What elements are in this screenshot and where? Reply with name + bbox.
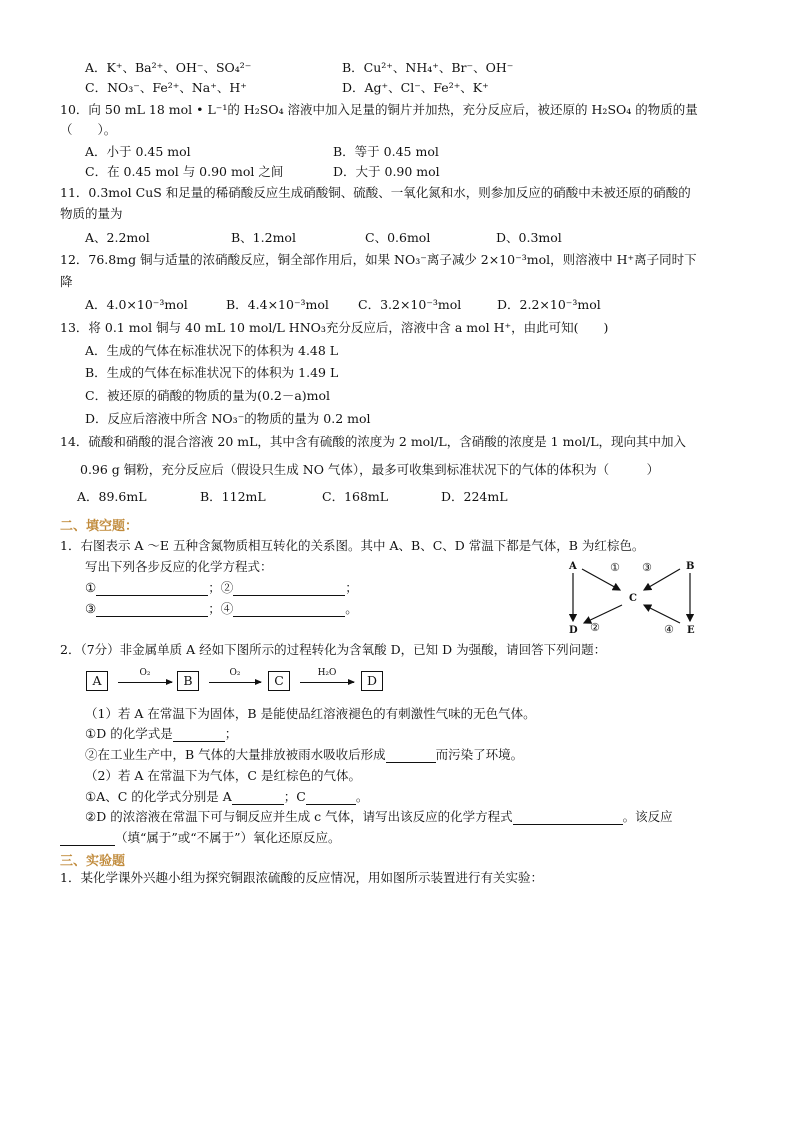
diagram-step-4: ④ xyxy=(664,623,674,636)
f2-part-1b-end: 而污染了环境。 xyxy=(435,747,524,762)
flow-arrow-2 xyxy=(209,682,261,683)
f2-blank-equation[interactable] xyxy=(513,811,623,825)
f1-period: 。 xyxy=(345,601,358,616)
f1-blank-3[interactable] xyxy=(96,603,208,617)
diagram-node-b: B xyxy=(686,561,695,572)
f1-answer-line-2 xyxy=(85,600,358,617)
flow-box-d: D xyxy=(361,671,383,691)
flow-arrow-2-label: O₂ xyxy=(229,668,241,678)
q12-option-c: C．3.2×10⁻³mol xyxy=(358,297,462,312)
q10-stem: 10．向 50 mL 18 mol • L⁻¹的 H₂SO₄ 溶液中加入足量的铜片并加热，充分反应后，被还原的 H₂SO₄ 的物质的量 xyxy=(60,102,698,117)
f1-blank-2[interactable] xyxy=(233,582,345,596)
section-3-title: 三、实验题 xyxy=(60,854,126,869)
f2-blank-acid-rain[interactable] xyxy=(386,749,436,763)
q12-stem: 12．76.8mg 铜与适量的浓硝酸反应，铜全部作用后，如果 NO₃⁻离子减少 2×10⁻³mol，则溶液中 H⁺离子同时下 xyxy=(60,252,697,267)
f2-part-2a xyxy=(85,788,368,805)
diagram-step-3: ③ xyxy=(642,561,652,574)
f2-part-2b-end: 。该反应 xyxy=(622,809,673,824)
f2-part-1b xyxy=(85,746,523,763)
flow-arrow-1-label: O₂ xyxy=(139,668,151,678)
f2-blank-d-formula[interactable] xyxy=(173,728,225,742)
f1-mark-3: ③ xyxy=(85,601,97,616)
flow-box-c: C xyxy=(268,671,290,691)
diagram-node-c: C xyxy=(629,593,637,604)
q10-option-c: C．在 0.45 mol 与 0.90 mol 之间 xyxy=(85,164,284,179)
q13-option-d: D．反应后溶液中所含 NO₃⁻的物质的量为 0.2 mol xyxy=(85,411,371,426)
f1-semi: ； xyxy=(345,580,358,595)
f2-part-2c-text: （填“属于”或“不属于”）氧化还原反应。 xyxy=(115,830,341,845)
flow-arrow-3 xyxy=(300,682,354,683)
q14-option-d: D．224mL xyxy=(441,489,508,504)
f1-mark-4: ；④ xyxy=(208,601,234,616)
flow-box-b: B xyxy=(177,671,199,691)
q9-option-b: B．Cu²⁺、NH₄⁺、Br⁻、OH⁻ xyxy=(342,60,514,75)
q14-stem-2: 0.96 g 铜粉，充分反应后（假设只生成 NO 气体），最多可收集到标准状况下的气体的体积为（ ） xyxy=(80,462,660,477)
flow-arrow-3-label: H₂O xyxy=(317,668,337,678)
q14-option-c: C．168mL xyxy=(322,489,389,504)
q13-option-c: C．被还原的硝酸的物质的量为(0.2－a)mol xyxy=(85,388,331,403)
f2-blank-c-formula[interactable] xyxy=(306,791,356,805)
q11-option-b: B、1.2mol xyxy=(231,230,296,245)
q10-option-a: A．小于 0.45 mol xyxy=(85,144,191,159)
q9-option-d: D．Ag⁺、Cl⁻、Fe²⁺、K⁺ xyxy=(342,80,489,95)
q9-option-a: A．K⁺、Ba²⁺、OH⁻、SO₄²⁻ xyxy=(85,60,252,75)
f2-part-1a xyxy=(85,725,237,742)
q13-option-b: B．生成的气体在标准状况下的体积为 1.49 L xyxy=(85,365,339,380)
f1-blank-4[interactable] xyxy=(233,603,345,617)
f2-part-1b-text: ②在工业生产中，B 气体的大量排放被雨水吸收后形成 xyxy=(85,747,386,762)
diagram-node-e: E xyxy=(687,625,695,636)
q12-option-d: D．2.2×10⁻³mol xyxy=(497,297,601,312)
diagram-step-1: ① xyxy=(610,561,620,574)
f2-part-2c xyxy=(60,829,341,846)
q11-option-a: A、2.2mol xyxy=(85,230,150,245)
f2-part-2a-text: ①A、C 的化学式分别是 A xyxy=(85,789,232,804)
q11-stem-2: 物质的量为 xyxy=(60,206,123,221)
f2-part-2: （2）若 A 在常温下为气体，C 是红棕色的气体。 xyxy=(85,768,361,783)
f1-blank-1[interactable] xyxy=(96,582,208,596)
f2-blank-a-formula[interactable] xyxy=(232,791,284,805)
f1-mark-2: ；② xyxy=(208,580,234,595)
f2-part-2a-mid: ；C xyxy=(283,789,306,804)
q12-stem-2: 降 xyxy=(60,274,73,289)
q14-stem: 14．硫酸和硝酸的混合溶液 20 mL，其中含有硫酸的浓度为 2 mol/L，含硝酸的浓度是 1 mol/L，现向其中加入 xyxy=(60,434,686,449)
f2-part-1a-end: ； xyxy=(224,726,238,741)
f1-instruction: 写出下列各步反应的化学方程式： xyxy=(85,559,273,574)
q11-option-c: C、0.6mol xyxy=(365,230,431,245)
nitrogen-relation-diagram xyxy=(560,557,705,639)
arrow-e-to-c xyxy=(644,605,680,623)
q11-stem: 11．0.3mol CuS 和足量的稀硝酸反应生成硝酸铜、硫酸、一氧化氮和水，则参加反应的硝酸中未被还原的硝酸的 xyxy=(60,185,691,200)
q10-stem-2: （ ）。 xyxy=(60,122,117,137)
diagram-node-a: A xyxy=(569,561,577,572)
q12-option-a: A．4.0×10⁻³mol xyxy=(85,297,188,312)
f1-answer-line-1 xyxy=(85,579,358,596)
q11-option-d: D、0.3mol xyxy=(496,230,562,245)
q13-stem: 13．将 0.1 mol 铜与 40 mL 10 mol/L HNO₃充分反应后，溶液中含 a mol H⁺，由此可知( ) xyxy=(60,320,609,335)
diagram-node-d: D xyxy=(569,625,578,636)
q9-option-c: C．NO₃⁻、Fe²⁺、Na⁺、H⁺ xyxy=(85,80,247,95)
f2-part-2b-text: ②D 的浓溶液在常温下可与铜反应并生成 c 气体，请写出该反应的化学方程式 xyxy=(85,809,513,824)
f2-blank-redox[interactable] xyxy=(60,832,115,846)
q12-option-b: B．4.4×10⁻³mol xyxy=(226,297,329,312)
q14-option-b: B．112mL xyxy=(200,489,266,504)
diagram-step-2: ② xyxy=(590,621,600,634)
f1-mark-1: ① xyxy=(85,580,97,595)
arrow-c-to-d xyxy=(584,605,622,623)
q10-option-d: D．大于 0.90 mol xyxy=(333,164,440,179)
f2-part-2b xyxy=(85,808,673,825)
f2-part-2a-end: 。 xyxy=(355,789,369,804)
flow-arrow-1 xyxy=(118,682,172,683)
f1-stem: 1．右图表示 A ～E 五种含氮物质相互转化的关系图。其中 A、B、C、D 常温下都是气体，B 为红棕色。 xyxy=(60,538,645,553)
q13-option-a: A．生成的气体在标准状况下的体积为 4.48 L xyxy=(85,343,339,358)
e1-stem: 1．某化学课外兴趣小组为探究铜跟浓硫酸的反应情况，用如图所示装置进行有关实验： xyxy=(60,870,543,885)
f2-part-1a-text: ①D 的化学式是 xyxy=(85,726,173,741)
f2-part-1: （1）若 A 在常温下为固体，B 是能使品红溶液褪色的有刺激性气味的无色气体。 xyxy=(85,706,536,721)
flow-box-a: A xyxy=(86,671,108,691)
q10-option-b: B．等于 0.45 mol xyxy=(333,144,439,159)
q14-option-a: A．89.6mL xyxy=(77,489,147,504)
f2-stem: 2．（7分）非金属单质 A 经如下图所示的过程转化为含氧酸 D，已知 D 为强酸，请回答下列问题： xyxy=(60,642,607,657)
section-2-title: 二、填空题： xyxy=(60,519,139,534)
